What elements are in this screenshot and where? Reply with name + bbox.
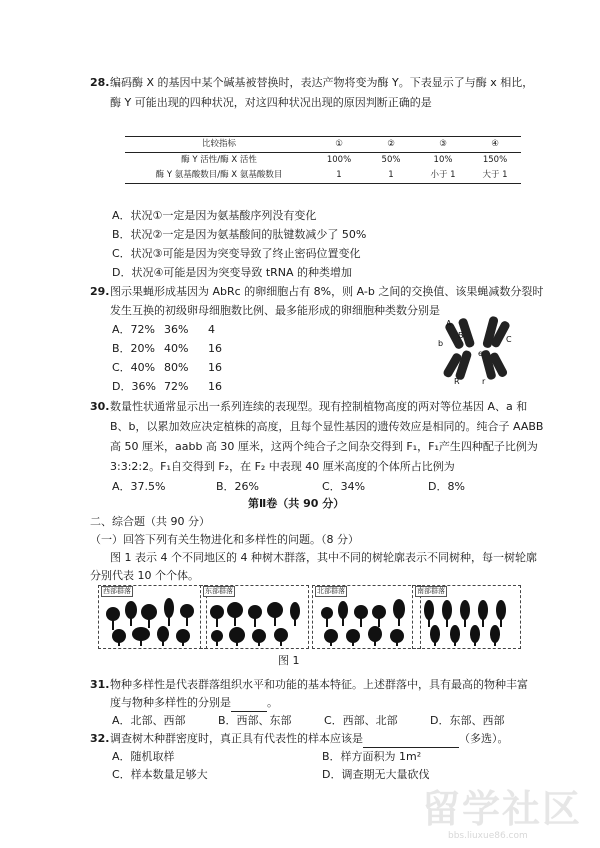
q29-stem-line1: 图示果蝇形成基因为 AbRc 的卵细胞占有 8%，则 A-b 之间的交换值、该果蝇减数分裂时 <box>110 285 544 298</box>
q31-option-b[interactable]: B．西部、东部 <box>218 714 292 727</box>
q30-number: 30. <box>90 400 110 413</box>
table-cell: 酶 Y 活性/酶 X 活性 <box>181 155 257 165</box>
q30-line3: 高 50 厘米，aabb 高 30 厘米，这两个纯合子之间杂交得到 F₁，F₁产生四种配子比例为 <box>110 440 538 453</box>
community-panel-south <box>412 585 521 649</box>
q31-number: 31. <box>90 678 110 691</box>
gene-label: e <box>478 349 483 358</box>
q29-option-b[interactable] <box>112 340 222 358</box>
table-header-cell: 比较指标 <box>125 137 313 153</box>
watermark-url: bbs.liuxue86.com <box>448 831 528 841</box>
intro-line1: 图 1 表示 4 个不同地区的 4 种树木群落，其中不同的树轮廓表示不同树种，每一树轮廓 <box>110 551 537 564</box>
table-cell: 酶 Y 氨基酸数目/酶 X 氨基酸数目 <box>125 168 313 184</box>
q32-stem <box>110 730 509 748</box>
q32-number: 32. <box>90 732 110 745</box>
table-cell: 1 <box>365 168 417 184</box>
q32-option-a[interactable]: A．随机取样 <box>112 750 175 763</box>
gene-label: b <box>438 339 444 348</box>
q30-option-c[interactable]: C．34% <box>322 480 366 493</box>
tree-silhouettes <box>315 596 417 646</box>
tree-silhouettes <box>415 596 517 646</box>
table-cell: 100% <box>326 155 352 165</box>
gene-label: B <box>458 331 464 340</box>
tree-silhouettes <box>101 596 203 646</box>
answer-blank[interactable] <box>231 699 267 712</box>
q29-option-d[interactable] <box>112 378 222 396</box>
gene-label: R <box>454 377 460 386</box>
option-value: 36% <box>164 323 189 336</box>
panel-title: 北部群落 <box>317 587 345 595</box>
answer-blank[interactable] <box>363 735 459 748</box>
table-row <box>125 168 521 184</box>
q31-option-a[interactable]: A．北部、西部 <box>112 714 186 727</box>
table-header-cell: ② <box>365 137 417 153</box>
q28-comparison-table <box>125 136 521 184</box>
table-cell: 150% <box>482 155 508 165</box>
option-value: 16 <box>208 361 222 374</box>
q29-number: 29. <box>90 285 110 298</box>
watermark-logo: 留学社区 <box>422 787 583 831</box>
community-panel-east <box>200 585 309 649</box>
q30-option-a[interactable]: A．37.5% <box>112 480 166 493</box>
q28-number: 28. <box>90 76 110 89</box>
table-cell: 小于 1 <box>417 168 469 184</box>
gene-label: A <box>446 319 452 328</box>
table-header-cell: ④ <box>469 137 521 153</box>
tree-silhouettes <box>203 596 305 646</box>
q32-stem-end: （多选）。 <box>459 732 509 745</box>
q30-line4: 3:3:2:2。F₁自交得到 F₂，在 F₂ 中表现 40 厘米高度的个体所占比例为 <box>110 460 455 473</box>
option-value: 72% <box>164 380 189 393</box>
q30-option-b[interactable]: B．26% <box>216 480 259 493</box>
table-cell: 1 <box>313 168 365 184</box>
section-part-heading: 二、综合题（共 90 分） <box>90 515 210 528</box>
q31-option-c[interactable]: C．西部、北部 <box>324 714 398 727</box>
section-title: 第Ⅱ卷（共 90 分） <box>248 497 345 510</box>
gene-label: C <box>506 335 512 344</box>
q31-option-d[interactable]: D．东部、西部 <box>430 714 505 727</box>
q32-option-d[interactable]: D．调查期无大量砍伐 <box>322 768 430 781</box>
community-panel-north <box>312 585 421 649</box>
table-cell: 大于 1 <box>469 168 521 184</box>
q30-line1: 数量性状通常显示出一系列连续的表现型。现有控制植物高度的两对等位基因 A、a 和 <box>110 400 528 413</box>
option-value: 16 <box>208 342 222 355</box>
option-value: 16 <box>208 380 222 393</box>
q30-option-d[interactable]: D．8% <box>428 480 465 493</box>
panel-title: 南部群落 <box>417 587 445 595</box>
community-panel-west <box>98 585 207 649</box>
q28-option-a[interactable]: A．状况①一定是因为氨基酸序列没有变化 <box>112 209 317 222</box>
q32-stem-text: 调查树木种群密度时，真正具有代表性的样本应该是 <box>110 732 363 745</box>
q29-option-a[interactable] <box>112 321 215 339</box>
q29-stem-line2: 发生互换的初级卵母细胞数比例、最多能形成的卵细胞种类数分别是 <box>110 304 440 317</box>
q31-line2 <box>110 694 278 712</box>
option-letter-value: B．20% <box>112 342 155 355</box>
option-value: 40% <box>164 342 189 355</box>
q31-line2-end: 。 <box>267 696 278 709</box>
q29-option-c[interactable] <box>112 359 222 377</box>
subsection-heading: （一）回答下列有关生物进化和多样性的问题。（8 分） <box>90 533 359 546</box>
q31-line1: 物种多样性是代表群落组织水平和功能的基本特征。上述群落中，具有最高的物种丰富 <box>110 678 528 691</box>
q32-option-c[interactable]: C．样本数量足够大 <box>112 768 208 781</box>
figure-caption: 图 1 <box>278 654 300 667</box>
option-value: 4 <box>208 323 215 336</box>
panel-title: 东部群落 <box>205 587 233 595</box>
panel-title: 西部群落 <box>103 587 131 595</box>
intro-line2: 分别代表 10 个个体。 <box>90 569 199 582</box>
q28-option-b[interactable]: B．状况②一定是因为氨基酸间的肽键数减少了 50% <box>112 228 367 241</box>
option-letter-value: D．36% <box>112 380 156 393</box>
q28-option-d[interactable]: D．状况④可能是因为突变导致 tRNA 的种类增加 <box>112 266 353 279</box>
option-value: 80% <box>164 361 189 374</box>
option-letter-value: A．72% <box>112 323 155 336</box>
table-cell: 10% <box>433 155 453 165</box>
q28-option-c[interactable]: C．状况③可能是因为突变导致了终止密码位置变化 <box>112 247 361 260</box>
table-header-cell: ① <box>313 137 365 153</box>
q32-option-b[interactable]: B．样方面积为 1m² <box>322 750 422 763</box>
q30-line2: B、b，以累加效应决定植株的高度，且每个显性基因的遗传效应是相同的。纯合子 AABB <box>110 420 544 433</box>
q28-stem-line2: 酶 Y 可能出现的四种状况，对这四种状况出现的原因判断正确的是 <box>110 96 432 109</box>
q28-stem-line1: 编码酶 X 的基因中某个碱基被替换时，表达产物将变为酶 Y。下表显示了与酶 x 相比， <box>110 76 534 89</box>
table-header-row <box>125 137 521 153</box>
q31-line2-text: 度与物种多样性的分别是 <box>110 696 231 709</box>
table-row <box>125 153 521 169</box>
option-letter-value: C．40% <box>112 361 156 374</box>
chromosome-figure <box>436 312 520 386</box>
gene-label: r <box>482 377 486 386</box>
table-header-cell: ③ <box>417 137 469 153</box>
table-cell: 50% <box>381 155 401 165</box>
